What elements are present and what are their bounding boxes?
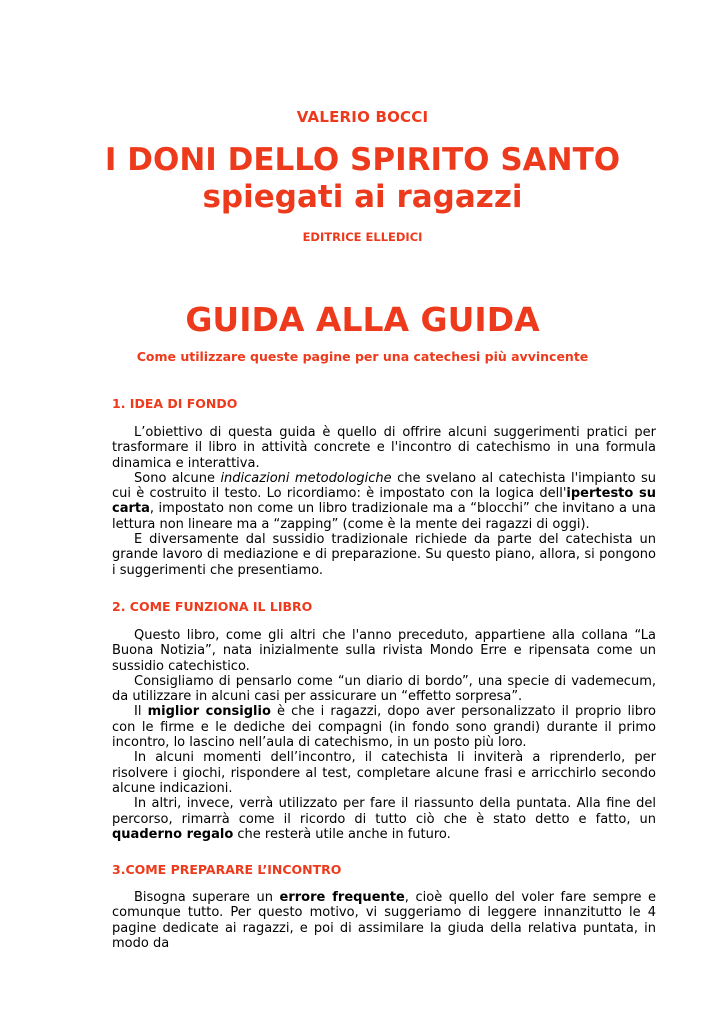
paragraph: Il miglior consiglio è che i ragazzi, dopo aver personalizzato il proprio libro con le firme e le dediche dei compagni (in fondo sono grandi) durante il primo incontro, lo lascino nell’aula di catechismo, in un posto più loro. [112,704,656,751]
section-heading-idea-di-fondo: 1. IDEA DI FONDO [112,396,238,411]
guide-title: GUIDA ALLA GUIDA [185,300,540,339]
bold-text: ipertesto su carta [112,486,656,517]
publisher-name: EDITRICE ELLEDICI [302,230,423,244]
bold-text: quaderno regalo [112,826,234,842]
book-title-line-2: spiegati ai ragazzi [202,179,523,215]
emphasis-text: indicazioni metodologiche [220,470,392,486]
section-heading-come-funziona: 2. COME FUNZIONA IL LIBRO [112,599,313,614]
bold-text: errore frequente [279,890,405,905]
paragraph: In altri, invece, verrà utilizzato per fare il riassunto della puntata. Alla fine del percorso, rimarrà come il ricordo di tutto ciò che è stato detto e fatto, un quaderno regalo che resterà utile anche in futuro. [112,796,656,842]
paragraph: Questo libro, come gli altri che l'anno preceduto, appartiene alla collana “La Buona Notizia”, nata inizialmente sulla rivista Mondo Erre e ripensata come un sussidio catechistico. [112,628,656,674]
paragraph: Sono alcune indicazioni metodologiche che svelano al catechista l'impianto su cui è costruito il testo. Lo ricordiamo: è impostato con la logica dell'ipertesto su carta, impostato non come un libro tradizionale ma a “blocchi” che invitano a una lettura non lineare ma a “zapping” (come è la mente dei ragazzi di oggi). [112,470,656,532]
paragraph: Consigliamo di pensarlo come “un diario di bordo”, una specie di vademecum, da utilizzare in alcuni casi per assicurare un “effetto sorpresa”. [112,673,656,705]
section-body-come-preparare [112,890,656,951]
paragraph: Bisogna superare un errore frequente, cioè quello del voler fare sempre e comunque tutto. Per questo motivo, vi suggeriamo di leggere innanzitutto le 4 pagine dedicate ai ragazzi, e poi di assimilare la giuda della relativa puntata, in modo da [112,890,656,951]
author-name: VALERIO BOCCI [296,108,429,126]
paragraph: In alcuni momenti dell’incontro, il catechista li inviterà a riprenderlo, per risolvere i giochi, rispondere al test, completare alcune frasi e arricchirlo secondo alcune indicazioni. [112,750,656,796]
paragraph: L’obiettivo di questa guida è quello di offrire alcuni suggerimenti pratici per trasformare il libro in attività concrete e l'incontro di catechismo in una formula dinamica e interattiva. [112,425,656,471]
bold-text: miglior consiglio [147,704,271,720]
guide-subtitle: Come utilizzare queste pagine per una catechesi più avvincente [136,349,589,364]
section-body-come-funziona [112,628,656,842]
paragraph: E diversamente dal sussidio tradizionale richiede da parte del catechista un grande lavoro di mediazione e di preparazione. Su questo piano, allora, si pongono i suggerimenti che presentiamo. [112,532,656,578]
book-title-line-1: I DONI DELLO SPIRITO SANTO [104,142,621,178]
section-body-idea-di-fondo [112,425,656,578]
section-heading-come-preparare: 3.COME PREPARARE L’INCONTRO [112,862,342,877]
